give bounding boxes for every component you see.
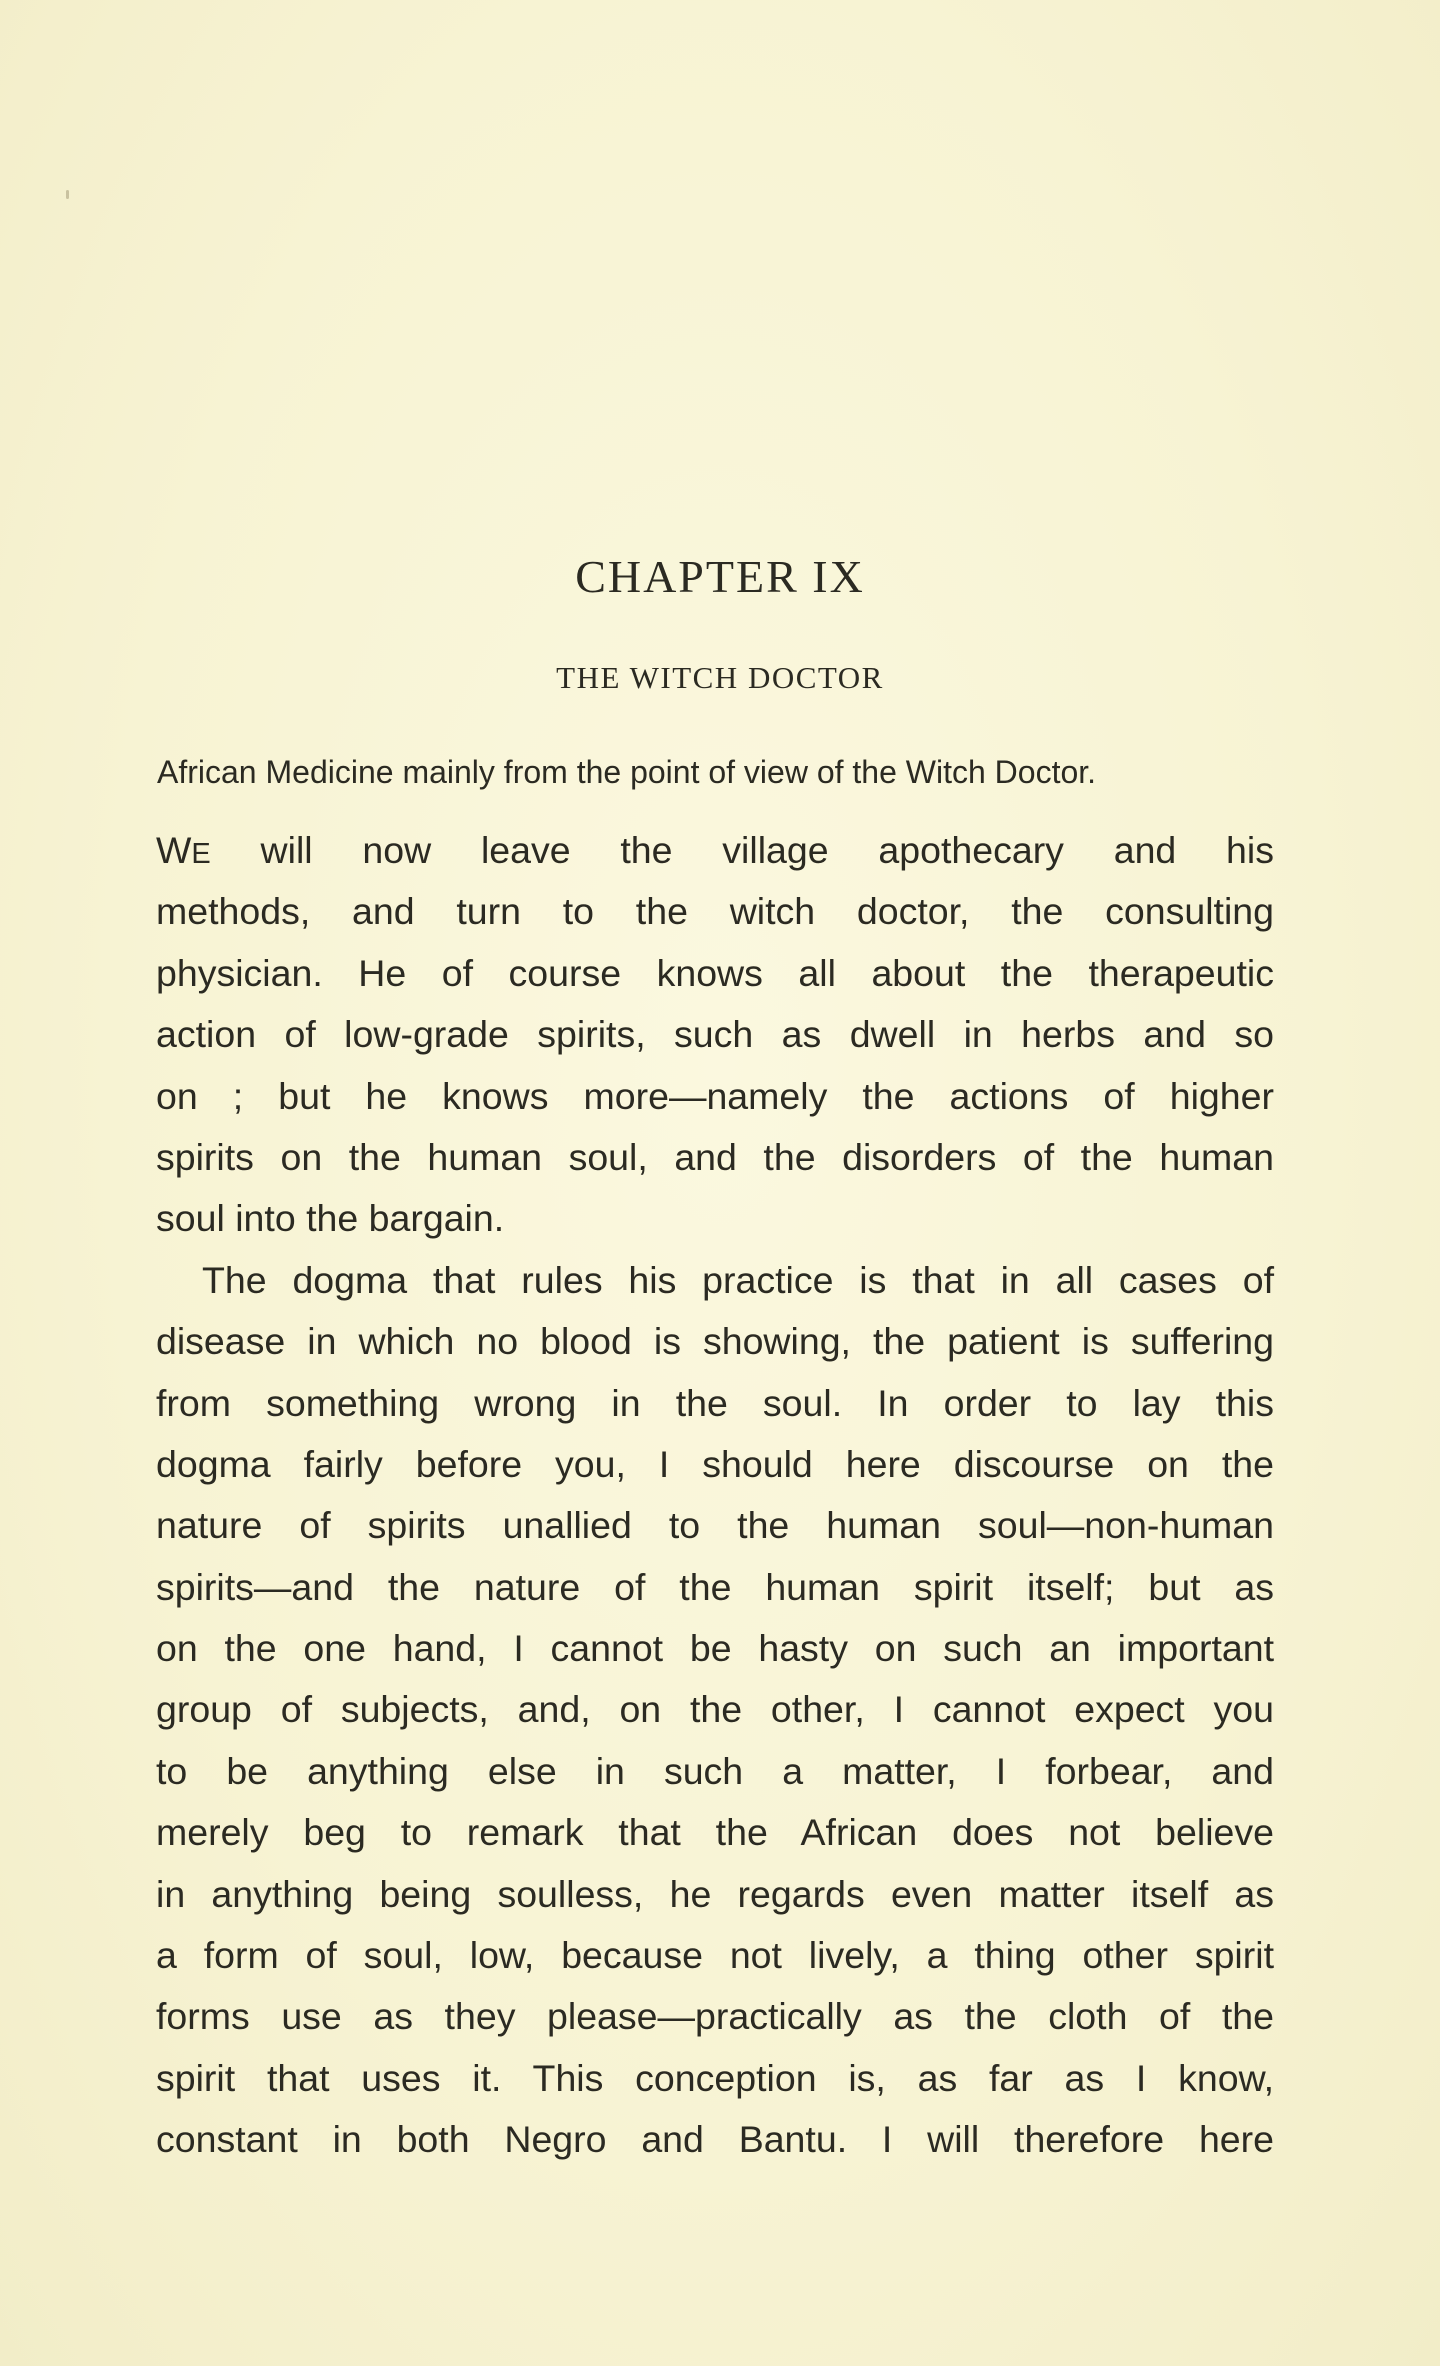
text-line: soul into the bargain.: [156, 1197, 505, 1240]
text-line: The dogma that rules his practice is that in all cases of: [202, 1258, 1274, 1301]
text-line: physician. He of course knows all about the therapeutic: [156, 951, 1274, 994]
chapter-summary: African Medicine mainly from the point of view of the Witch Doctor.: [157, 754, 1097, 790]
text-line: spirit that uses it. This conception is, as far as I know,: [156, 2056, 1274, 2099]
text-line: from something wrong in the soul. In order to lay this: [156, 1381, 1274, 1424]
text-line: a form of soul, low, because not lively, a thing other spirit: [156, 1934, 1274, 1977]
text-line: constant in both Negro and Bantu. I will therefore here: [156, 2118, 1274, 2161]
text-line: forms use as they please—practically as the cloth of the: [156, 1995, 1274, 2038]
paragraph-1: [156, 820, 1274, 1250]
text-line: on ; but he knows more—namely the actions of higher: [156, 1074, 1274, 1117]
smallcaps-letters: E: [191, 838, 211, 870]
text-line: on the one hand, I cannot be hasty on such an important: [156, 1627, 1274, 1670]
paragraph-2: [156, 1250, 1274, 2171]
text-line: spirits—and the nature of the human spirit itself; but as: [156, 1565, 1274, 1608]
text-line: nature of spirits unallied to the human soul—non-human: [156, 1504, 1274, 1547]
text-line: merely beg to remark that the African does not believe: [156, 1811, 1274, 1854]
dropcap-letter: W: [156, 829, 192, 871]
text-line: in anything being soulless, he regards even matter itself as: [156, 1872, 1274, 1915]
text-line: spirits on the human soul, and the disorders of the human: [156, 1135, 1274, 1178]
text-line-content: will now leave the village apothecary and his: [210, 829, 1274, 871]
text-line: methods, and turn to the witch doctor, the consulting: [156, 890, 1274, 933]
text-line: [156, 820, 1274, 881]
chapter-subtitle: THE WITCH DOCTOR: [556, 660, 884, 695]
text-line: group of subjects, and, on the other, I cannot expect you: [156, 1688, 1274, 1731]
paper-speck: [66, 190, 69, 199]
body-text: [156, 820, 1274, 2171]
text-line: disease in which no blood is showing, the patient is suffering: [156, 1320, 1274, 1363]
text-line: action of low-grade spirits, such as dwell in herbs and so: [156, 1013, 1274, 1056]
chapter-heading: CHAPTER IX: [575, 551, 865, 602]
text-line: to be anything else in such a matter, I forbear, and: [156, 1749, 1274, 1792]
text-line: dogma fairly before you, I should here discourse on the: [156, 1442, 1274, 1485]
